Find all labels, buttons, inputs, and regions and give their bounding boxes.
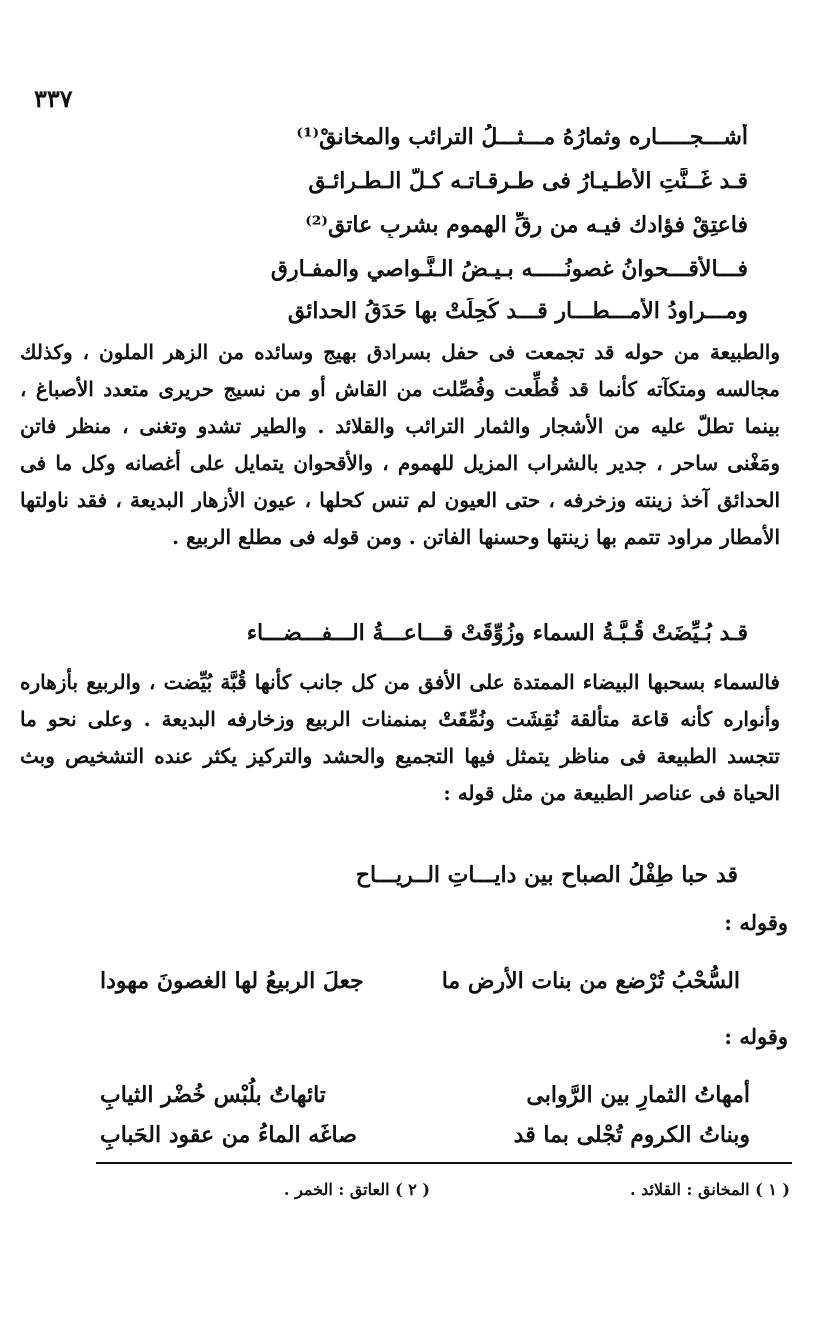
label-wa-qawluh-1: وقوله : [724,910,788,935]
verse-tifl-al-sabah: قد حبا طِفْلُ الصباحِ بين دايـــاتِ الــريـــاحِ [355,862,738,888]
footnote-2: ( ٢ ) العاتق : الخمر . [283,1180,430,1199]
poem-line-3: فاعتِقْ فؤادك فيـه من رِقِّ الهموم بشربِ عاتق⁽²⁾ [305,212,748,238]
paragraph-1: والطبيعة من حوله قد تجمعت فى حفل بسرادق بهيج وسائده من الزهر الملون ، وكذلك مجالسه ومتكآته كأنما قد قُطِّعت وفُصِّلت من القاش أو من نسيج حريرى متعدد الأصباغ ، بينما تطلّ عليه من الأشجار والثمار الترائب والقلائد . والطير تشدو وتغنى ، منظر فاتن ومَغْنى ساحر ، جدير بالشراب المزيل للهموم ، والأقحوان يتمايل على أغصانه وكل ما فى الحدائق آخذ زينته وزخرفه ، حتى العيون لم تنس كحلها ، عيون الأزهار البديعة ، فقد ناولتها الأمطار مراود تتمم بها زينتها وحسنها الفاتن . ومن قوله فى مطلع الربيع . [20,340,780,549]
verse-second-hemistich: تائهاتٌ بلُبْس خُضْر الثيابِ [100,1082,326,1108]
page-number: ٣٣٧ [34,84,73,113]
paragraph-2: فالسماء بسحبها البيضاء الممتدة على الأفق من كل جانب كأنها قُبَّة بُيِّضت ، والربيع بأزهاره وأنواره كأنه قاعة متألقة نُقِشَت ونُمِّقَتْ بمنمنات الربيع وزخارفه البديعة . وعلى نحو ما تتجسد الطبيعة فى مناظر يتمثل فيها التجميع والحشد والتركيز يكثر عنده التشخيص وبث الحياة فى عناصر الطبيعة من مثل قوله : [20,670,780,805]
poem-line-1: أشـــجـــــاره وثمارُهُ مـــثـــلُ الترائب والمخانقْ⁽¹⁾ [296,124,748,150]
verse-first-hemistich: السُّحْبُ تُرْضع من بنات الأرض ما [441,968,740,994]
verse-qad-buyyidat: قـد بُـيِّضَتْ قُـبَّـةُ السماء وزُوِّقَتْ قـــاعـــةُ الـــفـــضـــاء [246,620,748,646]
verse-banat-al-kurum [100,1122,750,1148]
poem-line-2: قـد غَــنَّتِ الأطـيـارُ فى طـرقـاتـه كـلَّ الـطـرائـق [308,168,748,194]
verse-first-hemistich: وبناتُ الكروم تُجْلى بما قد [513,1122,750,1148]
footnote-divider [96,1162,792,1164]
verse-second-hemistich: صاغَه الماءُ من عقود الحَبابِ [100,1122,357,1148]
verse-ummahat-al-thimar [100,1082,750,1108]
label-wa-qawluh-2: وقوله : [724,1024,788,1049]
footnote-1: ( ١ ) المخانق : القلائد . [629,1180,790,1199]
verse-al-suhub [100,968,740,994]
verse-second-hemistich: جعلَ الربيعُ لها الغصونَ مهودا [100,968,364,994]
poem-line-5: ومـــراودُ الأمـــطـــار قـــد كُحِلَتْ بها حَدَقُ الحدائق [287,298,748,324]
verse-first-hemistich: أمهاتُ الثمارِ بين الرَّوابى [526,1082,750,1108]
poem-line-4: فـــالأقـــحوانُ غصونُـــــه بـيـضُ الـنَّـواصي والمفـارِق [270,256,748,282]
